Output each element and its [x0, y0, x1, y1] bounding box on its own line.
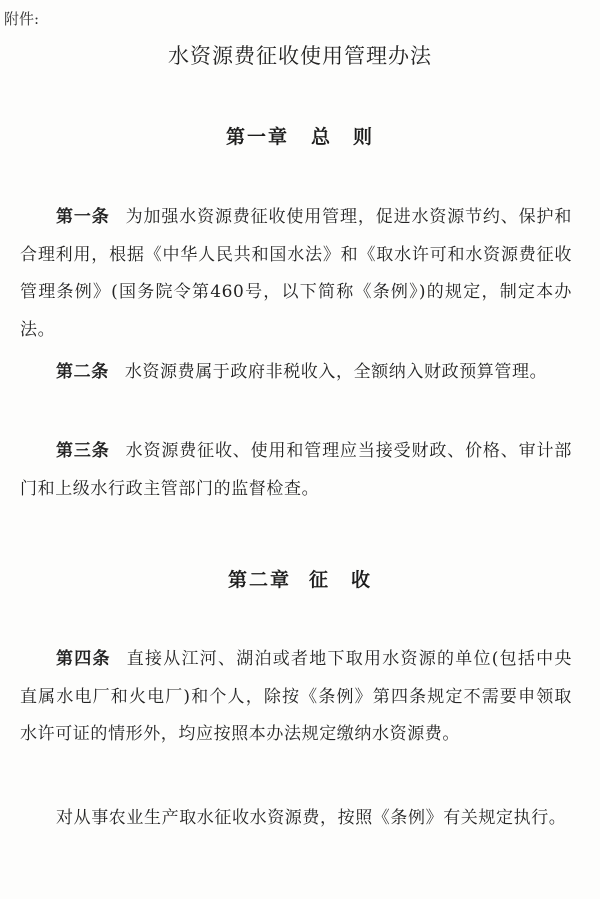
article-paragraph — [20, 199, 572, 349]
chapter-heading — [0, 565, 600, 592]
article-label: 第四条 — [56, 649, 111, 669]
article-text: 水资源费属于政府非税收入，全额纳入财政预算管理。 — [124, 362, 548, 382]
document-title: 水资源费征收使用管理办法 — [168, 44, 432, 68]
article-label: 第三条 — [56, 441, 110, 461]
article-label: 第一条 — [56, 207, 110, 227]
article-paragraph — [20, 433, 572, 508]
article-text: 为加强水资源费征收使用管理，促进水资源节约、保护和合理利用，根据《中华人民共和国水法》和《取水许可和水资源费征收管理条例》(国务院令第460号，以下简称《条例》)的规定，制定本办法。 — [20, 207, 572, 340]
chapter-heading — [0, 122, 600, 149]
attachment-label: 附件: — [4, 10, 40, 28]
chapter-name: 征 收 — [309, 569, 373, 591]
article-paragraph — [20, 641, 572, 754]
article-text: 对从事农业生产取水征收水资源费，按照《条例》有关规定执行。 — [56, 808, 567, 828]
chapter-name: 总 则 — [311, 126, 375, 148]
article-paragraph — [20, 800, 572, 838]
article-text: 水资源费征收、使用和管理应当接受财政、价格、审计部门和上级水行政主管部门的监督检查。 — [20, 441, 572, 499]
article-paragraph — [20, 354, 572, 392]
chapter-number: 第二章 — [227, 569, 291, 591]
article-text: 直接从江河、湖泊或者地下取用水资源的单位(包括中央直属水电厂和火电厂)和个人，除按《条例》第四条规定不需要申领取水许可证的情形外，均应按照本办法规定缴纳水资源费。 — [20, 649, 572, 744]
article-label: 第二条 — [56, 362, 109, 382]
chapter-number: 第一章 — [225, 126, 289, 148]
